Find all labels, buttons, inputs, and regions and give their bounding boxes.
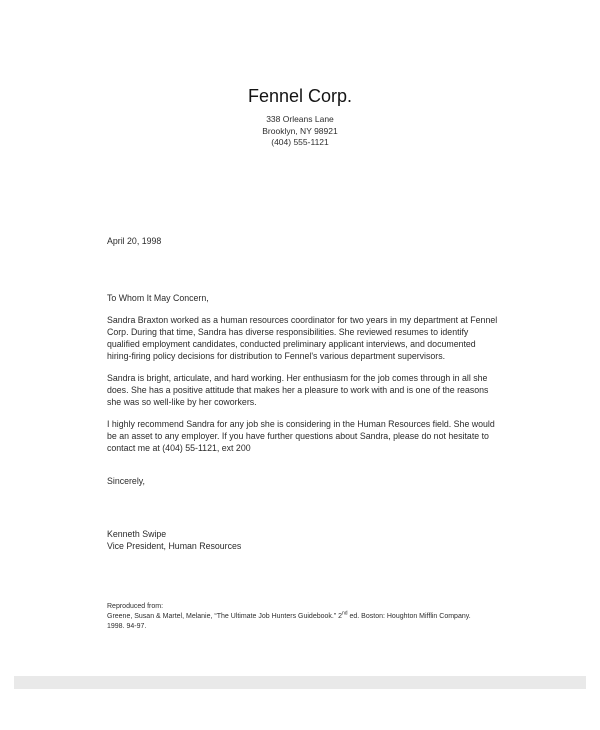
citation-block <box>107 602 498 632</box>
salutation: To Whom It May Concern, <box>107 292 209 303</box>
citation-line1-tail: ed. Boston: Houghton Mifflin Company. <box>347 612 471 620</box>
letterhead-address-line1: 338 Orleans Lane <box>266 114 334 124</box>
paragraph-1: Sandra Braxton worked as a human resources coordinator for two years in my department at Fennel Corp. During that time, Sandra has diverse responsibilities. She reviewed resumes to identify qualified employment candidates, conducted preliminary applicant interviews, and documented hiring-firing policy decisions for distribution to Fennel's various department supervisors. <box>107 314 498 361</box>
letterhead-address-line2: Brooklyn, NY 98921 <box>262 125 338 136</box>
paragraph-3: I highly recommend Sandra for any job she is considering in the Human Resources field. She would be an asset to any employer. If you have further questions about Sandra, please do not hesitate to contact me at (404) 55-1121, ext 200 <box>107 418 495 453</box>
citation-line1 <box>107 612 498 622</box>
closing: Sincerely, <box>107 475 145 486</box>
citation-label: Reproduced from: <box>107 602 164 610</box>
letter-date: April 20, 1998 <box>107 235 162 246</box>
letterhead-phone: (404) 555-1121 <box>271 137 329 147</box>
bottom-divider-bar <box>14 676 586 689</box>
signature-name: Kenneth Swipe <box>107 528 167 539</box>
citation-ordinal-superscript: nd <box>342 610 348 617</box>
signature-block <box>107 528 498 553</box>
citation-line1-text: Greene, Susan & Martel, Melanie, “The Ultimate Job Hunters Guidebook.” 2 <box>107 612 342 620</box>
company-name: Fennel Corp. <box>247 86 353 106</box>
citation-line2: 1998. 94-97. <box>107 622 147 630</box>
signature-title: Vice President, Human Resources <box>107 541 242 551</box>
letter-body <box>0 235 600 632</box>
letterhead <box>0 0 600 149</box>
paragraph-2: Sandra is bright, articulate, and hard working. Her enthusiasm for the job comes through in all she does. She has a positive attitude that makes her a pleasure to work with and is one of the reasons she was so well-like by her coworkers. <box>107 372 489 407</box>
